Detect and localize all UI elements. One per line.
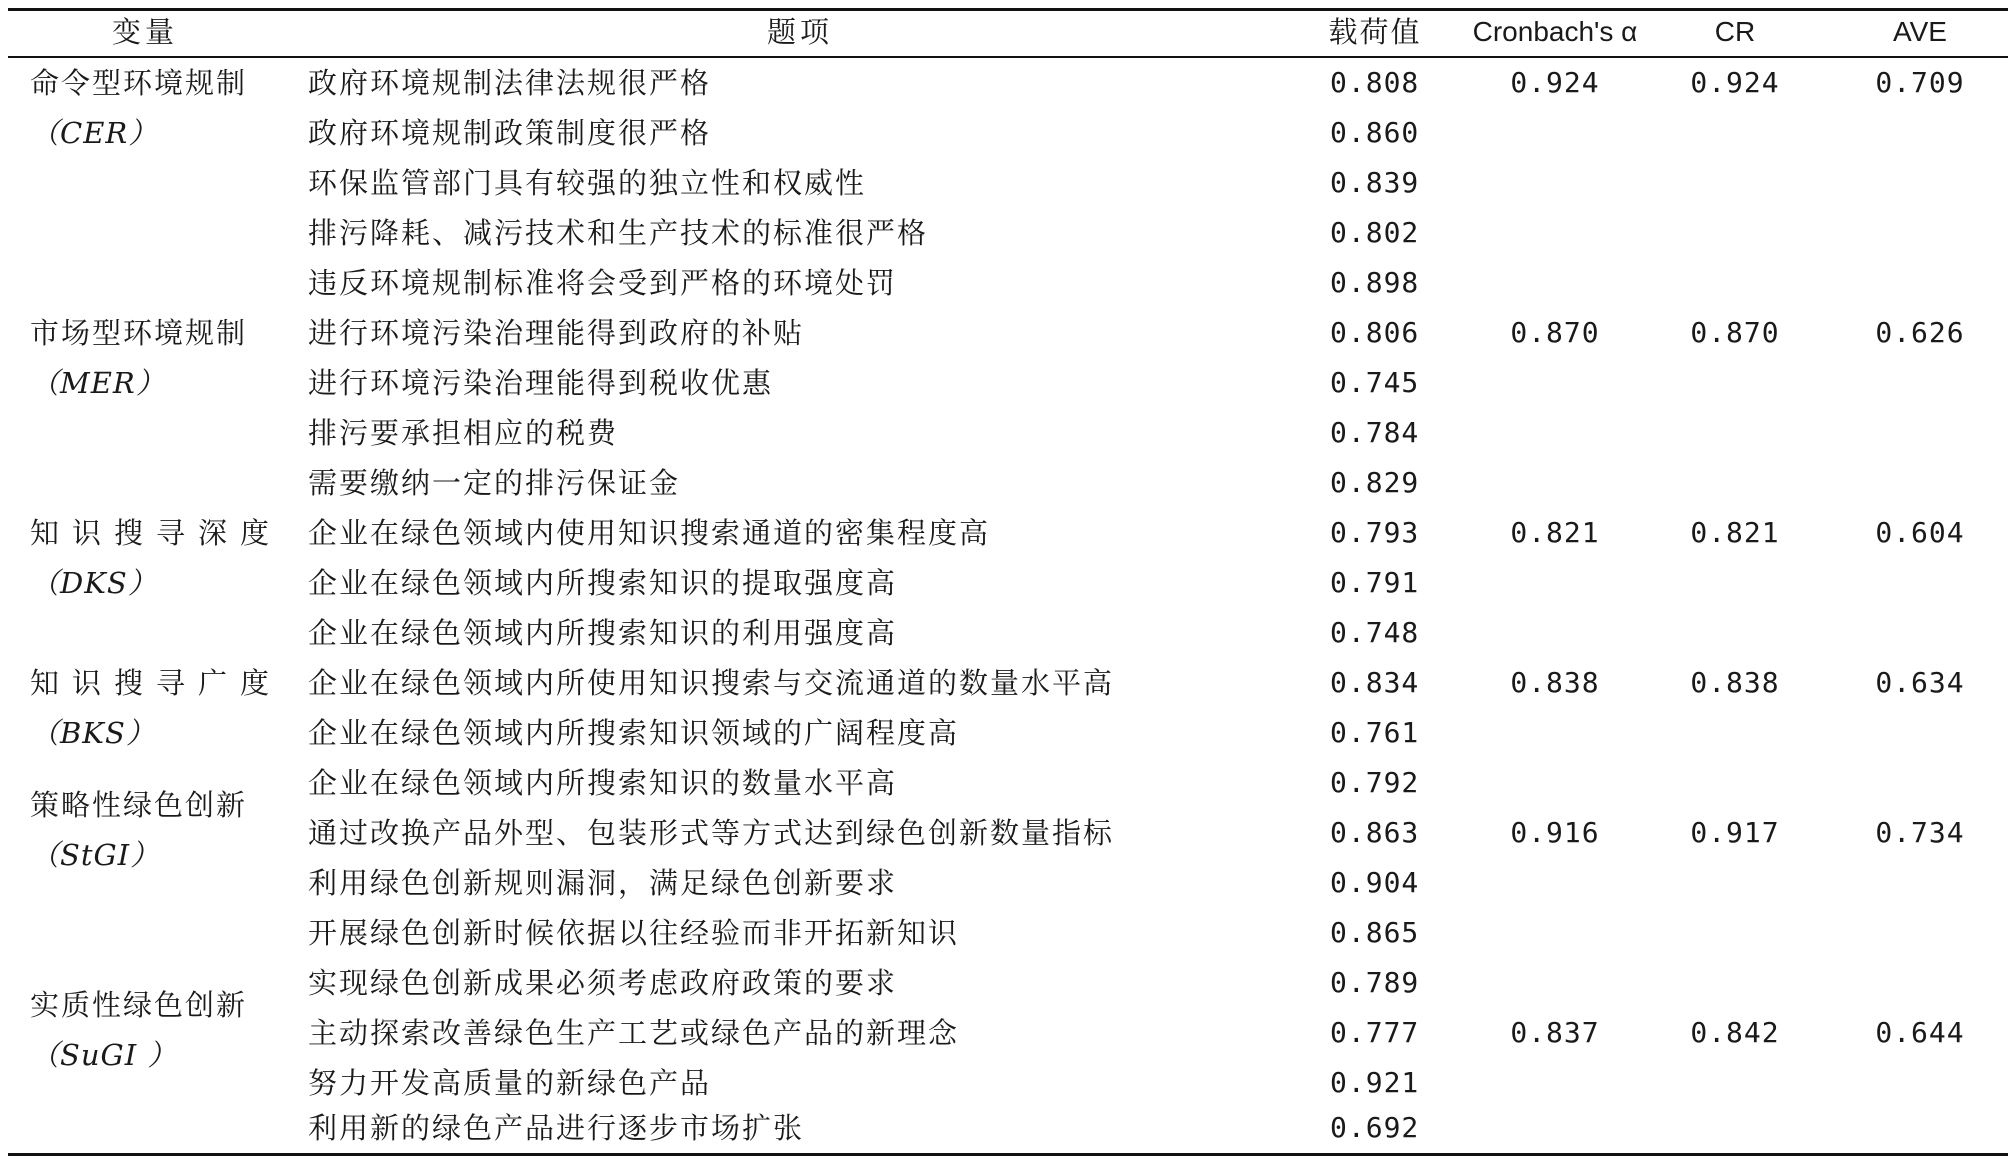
variable-name: 命令型环境规制 (30, 66, 248, 100)
item-text: 需要缴纳一定的排污保证金 (308, 466, 681, 500)
item-text: 主动探索改善绿色生产工艺或绿色产品的新理念 (308, 1016, 960, 1050)
loading-value: 0.898 (1330, 266, 1420, 299)
loading-value: 0.748 (1330, 616, 1420, 649)
ave-value: 0.626 (1875, 316, 1965, 349)
item-text: 开展绿色创新时候依据以往经验而非开拓新知识 (308, 916, 960, 950)
loading-value: 0.784 (1330, 416, 1420, 449)
item-text: 利用绿色创新规则漏洞，满足绿色创新要求 (308, 866, 898, 900)
item-text: 排污要承担相应的税费 (308, 416, 619, 450)
cr-value: 0.870 (1690, 316, 1780, 349)
cr-value: 0.924 (1690, 66, 1780, 99)
loading-value: 0.793 (1330, 516, 1420, 549)
cronbach-alpha-value: 0.838 (1510, 666, 1600, 699)
loading-value: 0.777 (1330, 1016, 1420, 1049)
loading-value: 0.808 (1330, 66, 1420, 99)
variable-abbr: （BKS） (30, 716, 156, 750)
cr-value: 0.838 (1690, 666, 1780, 699)
item-text: 进行环境污染治理能得到政府的补贴 (308, 316, 805, 350)
item-text: 企业在绿色领域内所搜索知识领域的广阔程度高 (308, 716, 960, 750)
header-variable: 变量 (111, 15, 178, 49)
loading-value: 0.791 (1330, 566, 1420, 599)
item-text: 政府环境规制法律法规很严格 (308, 66, 712, 100)
variable-abbr: （MER） (30, 366, 166, 400)
item-text: 企业在绿色领域内所搜索知识的数量水平高 (308, 766, 898, 800)
loading-value: 0.839 (1330, 166, 1420, 199)
cr-value: 0.842 (1690, 1016, 1780, 1049)
loading-value: 0.834 (1330, 666, 1420, 699)
loading-value: 0.745 (1330, 366, 1420, 399)
item-text: 企业在绿色领域内所搜索知识的利用强度高 (308, 616, 898, 650)
header-cronbach-alpha: Cronbach's α (1472, 16, 1638, 47)
cronbach-alpha-value: 0.916 (1510, 816, 1600, 849)
header-loading: 载荷值 (1328, 15, 1422, 49)
ave-value: 0.644 (1875, 1016, 1965, 1049)
item-text: 企业在绿色领域内使用知识搜索通道的密集程度高 (308, 516, 991, 550)
header-item: 题项 (766, 15, 833, 49)
variable-abbr: （DKS） (30, 566, 158, 600)
cronbach-alpha-value: 0.821 (1510, 516, 1600, 549)
item-text: 努力开发高质量的新绿色产品 (308, 1066, 712, 1100)
variable-name: 知识搜寻深度 (30, 516, 283, 550)
loading-value: 0.860 (1330, 116, 1420, 149)
variable-name: 实质性绿色创新 (30, 988, 248, 1022)
item-text: 违反环境规制标准将会受到严格的环境处罚 (308, 266, 898, 300)
table-bottom-rule (8, 1153, 2008, 1156)
variable-name: 市场型环境规制 (30, 316, 248, 350)
ave-value: 0.709 (1875, 66, 1965, 99)
cronbach-alpha-value: 0.870 (1510, 316, 1600, 349)
variable-abbr: （SuGI ） (30, 1038, 178, 1072)
item-text: 排污降耗、减污技术和生产技术的标准很严格 (308, 216, 929, 250)
loading-value: 0.921 (1330, 1066, 1420, 1099)
loading-value: 0.829 (1330, 466, 1420, 499)
variable-name: 策略性绿色创新 (30, 788, 248, 822)
loading-value: 0.806 (1330, 316, 1420, 349)
cronbach-alpha-value: 0.924 (1510, 66, 1600, 99)
loading-value: 0.865 (1330, 916, 1420, 949)
item-text: 实现绿色创新成果必须考虑政府政策的要求 (308, 966, 898, 1000)
loading-value: 0.863 (1330, 816, 1420, 849)
variable-abbr: （StGI） (30, 838, 161, 872)
cronbach-alpha-value: 0.837 (1510, 1016, 1600, 1049)
item-text: 通过改换产品外型、包装形式等方式达到绿色创新数量指标 (308, 816, 1115, 850)
ave-value: 0.634 (1875, 666, 1965, 699)
item-text: 利用新的绿色产品进行逐步市场扩张 (308, 1111, 805, 1145)
cr-value: 0.821 (1690, 516, 1780, 549)
loading-value: 0.761 (1330, 716, 1420, 749)
ave-value: 0.604 (1875, 516, 1965, 549)
loading-value: 0.904 (1330, 866, 1420, 899)
variable-name: 知识搜寻广度 (30, 666, 283, 700)
item-text: 政府环境规制政策制度很严格 (308, 116, 712, 150)
loading-value: 0.802 (1330, 216, 1420, 249)
header-cr: CR (1714, 16, 1756, 47)
loading-value: 0.789 (1330, 966, 1420, 999)
cr-value: 0.917 (1690, 816, 1780, 849)
item-text: 进行环境污染治理能得到税收优惠 (308, 366, 774, 400)
variable-abbr: （CER） (30, 116, 159, 150)
loading-value: 0.792 (1330, 766, 1420, 799)
item-text: 环保监管部门具有较强的独立性和权威性 (308, 166, 867, 200)
header-ave: AVE (1893, 16, 1947, 47)
loading-value: 0.692 (1330, 1111, 1420, 1144)
item-text: 企业在绿色领域内所搜索知识的提取强度高 (308, 566, 898, 600)
ave-value: 0.734 (1875, 816, 1965, 849)
item-text: 企业在绿色领域内所使用知识搜索与交流通道的数量水平高 (308, 666, 1115, 700)
